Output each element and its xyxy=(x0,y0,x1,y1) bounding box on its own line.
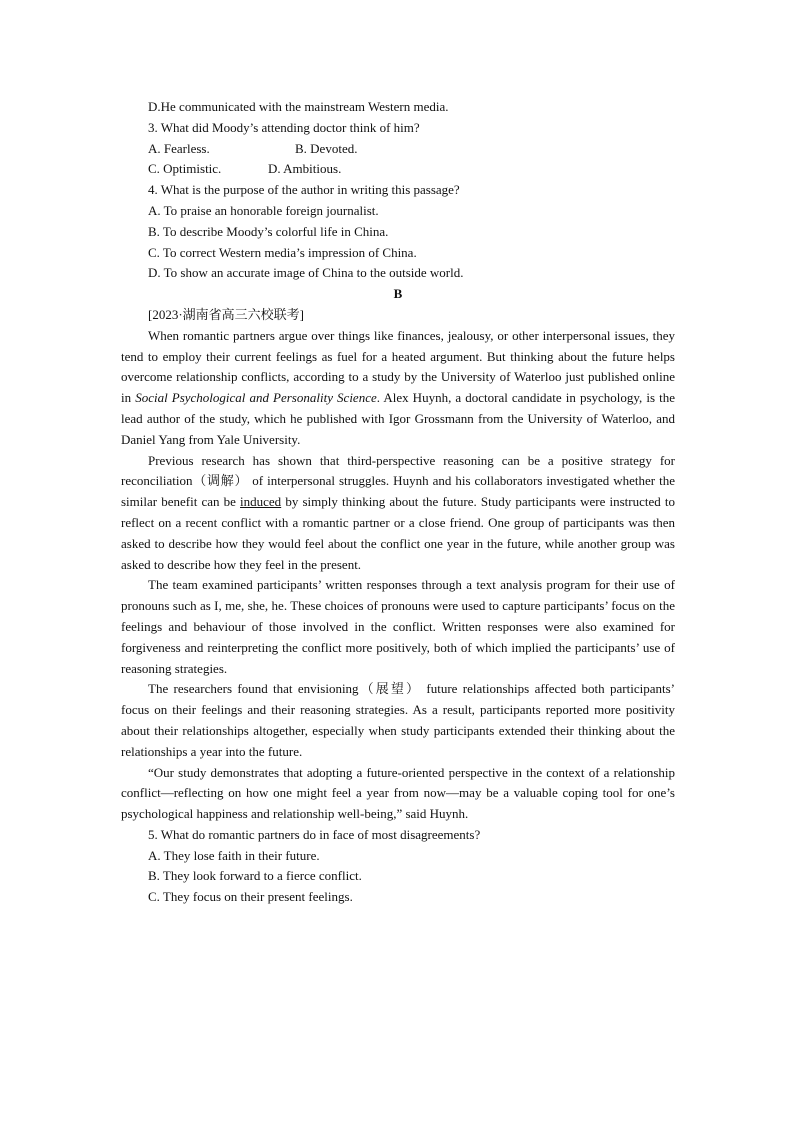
q5-stem: 5. What do romantic partners do in face of most disagreements? xyxy=(148,826,481,842)
q5-option-a: A. They lose faith in their future. xyxy=(148,847,320,863)
underlined-word: induced xyxy=(240,494,282,510)
paragraph-5: “Our study demonstrates that adopting a future-oriented perspective in the context of a relationship conflict—reflecting on how one might feel a year from now—may be a valuable coping tool for one’s psychological happiness and relationship well-being,” said Huynh. xyxy=(121,764,675,822)
q5-option-c: C. They focus on their present feelings. xyxy=(148,889,353,905)
q3-option-b: B. Devoted. xyxy=(295,140,358,156)
paragraph-1-text-b: . Alex Huynh, a doctoral candidate in psychology, is the lead author of the study, which he published with Igor Grossmann from the University of Waterloo, and Daniel Yang from Yale University. xyxy=(121,390,675,447)
q4-option-c: C. To correct Western media’s impression of China. xyxy=(148,244,417,260)
paragraph-2-text-b: by simply thinking about the future. Study participants were instructed to reflect on a recent conflict with a romantic partner or a close friend. One group of participants was then asked to describe how they would feel about the conflict one year in the future, while another group was asked to describe how they feel in the present. xyxy=(121,494,676,572)
paragraph-1-text-a: When romantic partners argue over things like finances, jealousy, or other interpersonal issues, they tend to employ their current feelings as fuel for a heated argument. But thinking about the future helps overcome relationship conflicts, according to a study by the University of Waterloo just published online in xyxy=(121,327,675,406)
paragraph-3: The team examined participants’ written responses through a text analysis program for their use of pronouns such as I, me, she, he. These choices of pronouns were used to capture participants’ focus on the feelings and behaviour of those involved in the conflict. Written responses were also examined for forgiveness and reinterpreting the conflict more positively, both of which implied the participants’ use of reasoning strategies. xyxy=(121,577,675,676)
section-heading: B xyxy=(393,286,403,302)
paragraph-4: The researchers found that envisioning（展望） future relationships affected both participants’ focus on their feelings and their reasoning strategies. As a result, participants reported more positivity about their relationships altogether, especially when study participants extended their thinking about the relationships a year into the future. xyxy=(121,681,675,759)
paragraph-1 xyxy=(121,326,675,451)
q4-option-b: B. To describe Moody’s colorful life in China. xyxy=(148,223,389,239)
q3-stem: 3. What did Moody’s attending doctor think of him? xyxy=(148,119,420,135)
paragraph-2 xyxy=(121,451,675,576)
source-label: [2023·湖南省高三六校联考] xyxy=(148,306,304,322)
q3-option-a: A. Fearless. xyxy=(148,140,210,156)
q4-option-d: D. To show an accurate image of China to the outside world. xyxy=(148,265,464,281)
passage xyxy=(121,326,675,825)
q3-option-d: D. Ambitious. xyxy=(268,161,342,177)
q4-option-a: A. To praise an honorable foreign journalist. xyxy=(148,202,379,218)
q3-options-row1 xyxy=(121,139,675,160)
q5-option-b: B. They look forward to a fierce conflict. xyxy=(148,868,362,884)
journal-title: Social Psychological and Personality Science xyxy=(135,390,377,406)
q2-option-d: D.He communicated with the mainstream Western media. xyxy=(148,99,449,114)
page-content xyxy=(121,97,675,908)
q3-option-c: C. Optimistic. xyxy=(148,161,222,177)
q4-stem: 4. What is the purpose of the author in writing this passage? xyxy=(148,182,460,198)
paragraph-2-text-a: Previous research has shown that third-perspective reasoning can be a positive strategy for reconciliation（调解） of interpersonal struggles. Huynh and his collaborators investigated whether the similar benefit can be xyxy=(121,452,675,510)
q3-options-row2 xyxy=(121,159,675,180)
